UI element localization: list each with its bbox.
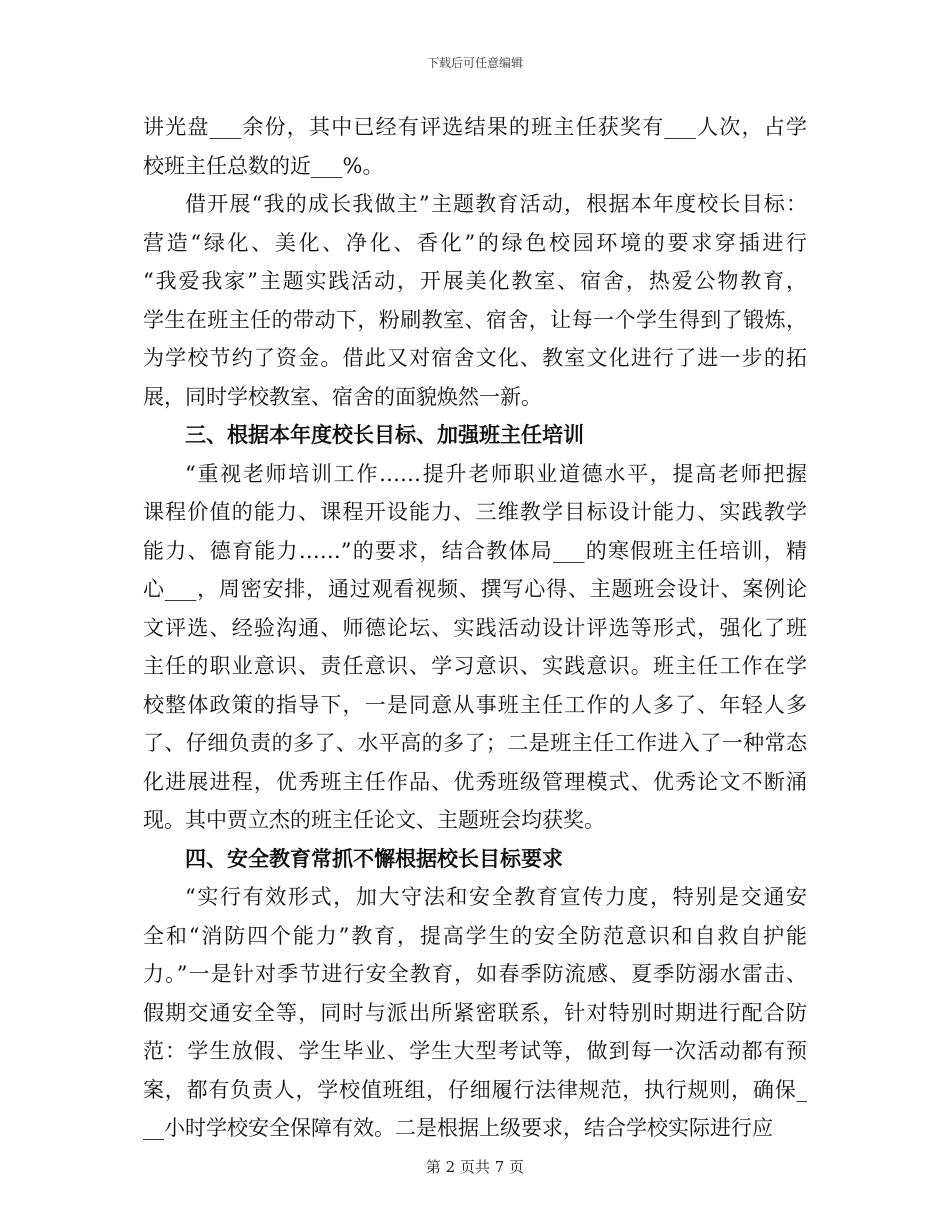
text-line: 假期交通安全等，同时与派出所紧密联系，针对特别时期进行配合防 (143, 1000, 807, 1025)
text-line: 力。”一是针对季节进行安全教育，如春季防流感、夏季防溺水雷击、 (143, 962, 807, 986)
page-footer: 第 2 页共 7 页 (425, 1158, 525, 1176)
text-line: 范：学生放假、学生毕业、学生大型考试等，做到每一次活动都有预 (143, 1039, 807, 1063)
text-line: 化进展进程，优秀班主任作品、优秀班级管理模式、优秀论文不断涌 (143, 769, 807, 794)
text-line: 校班主任总数的近___%。 (143, 153, 384, 178)
text-line: 展，同时学校教室、宿舍的面貌焕然一新。 (143, 384, 542, 409)
text-line: 全和“消防四个能力”教育，提高学生的安全防范意识和自救自护能 (143, 923, 807, 948)
text-line: __小时学校安全保障有效。二是根据上级要求，结合学校实际进行应 (143, 1116, 773, 1140)
text-line: 了、仔细负责的多了、水平高的多了；二是班主任工作进入了一种常态 (143, 731, 807, 755)
text-line: 营造“绿化、美化、净化、香化”的绿色校园环境的要求穿插进行 (143, 230, 807, 255)
text-line: 借开展“我的成长我做主”主题教育活动，根据本年度校长目标： (185, 192, 807, 216)
text-line: 讲光盘___余份，其中已经有评选结果的班主任获奖有___人次，占学 (143, 115, 807, 139)
text-line: 现。其中贾立杰的班主任论文、主题班会均获奖。 (143, 808, 605, 832)
text-line: 案，都有负责人，学校值班组，仔细履行法律规范，执行规则，确保_ (143, 1077, 807, 1102)
text-line: 学生在班主任的带动下，粉刷教室、宿舍，让每一个学生得到了锻炼， (143, 307, 807, 332)
section-heading: 四、安全教育常抓不懈根据校长目标要求 (185, 845, 563, 871)
text-line: 文评选、经验沟通、师德论坛、实践活动设计评选等形式，强化了班 (143, 615, 807, 640)
section-heading: 三、根据本年度校长目标、加强班主任培训 (185, 422, 584, 447)
document-body (143, 108, 807, 1148)
text-line: “我爱我家”主题实践活动，开展美化教室、宿舍，热爱公物教育， (143, 269, 807, 293)
page-header: 下载后可任意编辑 (426, 56, 523, 70)
text-line: 能力、德育能力……”的要求，结合教体局___的寒假班主任培训，精 (143, 538, 807, 563)
text-line: 主任的职业意识、责任意识、学习意识、实践意识。班主任工作在学 (143, 654, 807, 678)
text-line: 课程价值的能力、课程开设能力、三维教学目标设计能力、实践教学 (143, 500, 807, 524)
text-line: “重视老师培训工作……提升老师职业道德水平，提高老师把握 (185, 461, 807, 486)
text-line: “实行有效形式，加大守法和安全教育宣传力度，特别是交通安 (185, 885, 807, 909)
text-line: 校整体政策的指导下，一是同意从事班主任工作的人多了、年轻人多 (143, 692, 807, 717)
text-line: 心___，周密安排，通过观看视频、撰写心得、主题班会设计、案例论 (143, 577, 807, 601)
text-line: 为学校节约了资金。借此又对宿舍文化、教室文化进行了进一步的拓 (143, 346, 807, 370)
